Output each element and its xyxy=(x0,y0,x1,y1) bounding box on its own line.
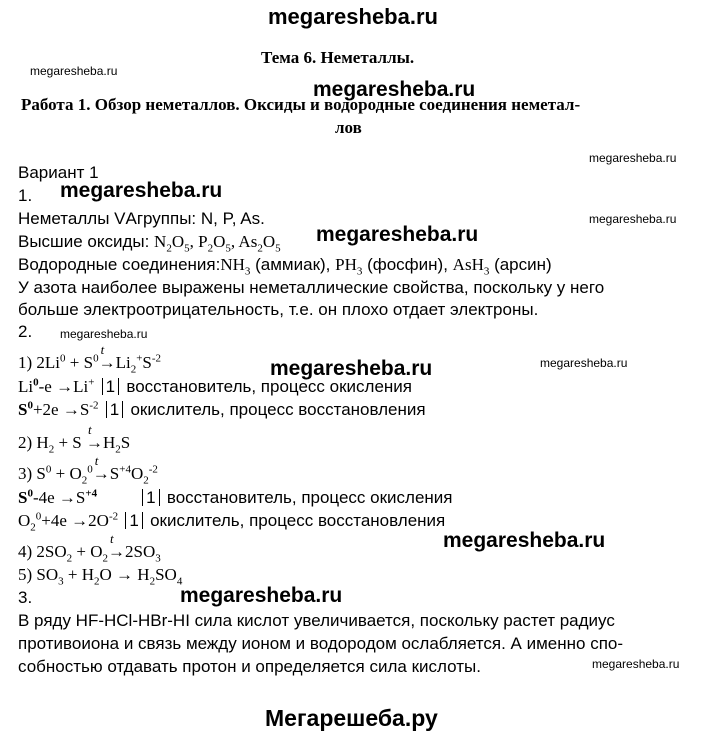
watermark-small: megaresheba.ru xyxy=(540,356,628,370)
q1-nonmetals: Неметаллы VАгруппы: N, P, As. xyxy=(18,209,265,228)
phosphine-label: (фосфин), xyxy=(362,255,453,274)
work-title-line1: Работа 1. Обзор неметаллов. Оксиды и водородные соединения немeтал- xyxy=(21,95,581,114)
watermark-top: megaresheba.ru xyxy=(268,4,438,29)
heat-symbol: t xyxy=(94,453,99,468)
watermark-big: megaresheba.ru xyxy=(180,584,343,607)
electron-coefficient: 1 xyxy=(109,400,120,419)
reducer-label: восстановитель, процесс окисления xyxy=(126,377,412,396)
q1-explanation-2: больше электроотрицательность, т.е. он плохо отдает электроны. xyxy=(18,300,539,319)
reaction-label: 5) xyxy=(18,565,37,584)
reaction-4: 4) $2SO_2 + O_2$ t $\to 2SO_3$ xyxy=(18,531,161,565)
q1-number: 1. xyxy=(18,186,33,205)
electron-coefficient: 1 xyxy=(129,511,139,530)
oxide-formulas: $N_2O_5$, $P_2O_5$, $As_2O_5$ xyxy=(154,232,281,255)
electron-coefficient: 1 xyxy=(105,377,116,396)
reaction-label: 2) xyxy=(18,433,37,452)
watermark-big: megaresheba.ru xyxy=(443,529,606,552)
q1-oxides xyxy=(18,232,281,255)
reaction-label: 4) xyxy=(18,542,37,561)
watermark-bottom: Мегарешеба.ру xyxy=(265,705,438,731)
q3-number: 3. xyxy=(18,588,33,607)
q3-explanation-1: В ряду HF-HCl-HBr-HI сила кислот увеличивается, поскольку растет радиус xyxy=(18,611,615,630)
variant-label: Вариант 1 xyxy=(18,163,99,182)
watermark-big: megaresheba.ru xyxy=(270,357,433,380)
reaction-2: 2) $H_2 + S$ t $\to H_2S$ xyxy=(18,422,131,456)
half-reaction-1-ox: $Li^0-e \to Li^+$ 1 восстановитель, процесс окисления xyxy=(18,376,412,396)
reaction-label: 1) xyxy=(18,353,37,372)
watermark-small: megaresheba.ru xyxy=(592,657,680,671)
watermark-small: megaresheba.ru xyxy=(589,212,677,226)
reducer-label: восстановитель, процесс окисления xyxy=(166,488,453,507)
q1-hydrides-label: Водородные соединения: xyxy=(18,255,221,274)
half-reaction-1-red: $S^0+2e \to S^{-2}$ 1 окислитель, процесс восстановления xyxy=(18,399,426,419)
reaction-label: 3) xyxy=(18,464,37,483)
reaction-5: 5) $SO_3 + H_2O \to H_2SO_4$ xyxy=(18,565,183,588)
watermark-small: megaresheba.ru xyxy=(589,151,677,165)
heat-symbol: t xyxy=(88,422,92,437)
watermark-small: megaresheba.ru xyxy=(60,327,148,341)
half-reaction-3-red: $O_2^0+4e \to 2O^{-2}$ 1 окислитель, процесс восстановления xyxy=(18,510,446,534)
q1-oxides-label: Высшие оксиды: xyxy=(18,232,155,251)
watermark-big: megaresheba.ru xyxy=(60,179,223,202)
work-title-line2: лов xyxy=(335,118,362,137)
electron-coefficient: 1 xyxy=(146,488,156,507)
q2-number: 2. xyxy=(18,322,33,341)
topic-title: Тема 6. Неметаллы. xyxy=(261,48,415,67)
oxidizer-label: окислитель, процесс восстановления xyxy=(130,400,426,419)
q1-hydrides: Водородные $соединения:NH_3$ (аммиак), $PH_3$ (фосфин), AsH$_3$ (арсин) xyxy=(18,255,552,278)
ammonia-label: (аммиак), xyxy=(250,255,336,274)
oxidizer-label: окислитель, процесс восстановления xyxy=(150,511,446,530)
watermark-big: megaresheba.ru xyxy=(316,223,479,246)
q1-explanation-1: У азота наиболее выражены неметаллические свойства, поскольку у него xyxy=(18,278,605,297)
watermark-big: megaresheba.ru xyxy=(313,78,476,101)
half-reaction-3-ox: $S^0-4e \to S^{+4}$ 1 восстановитель, процесс окисления xyxy=(18,487,453,507)
reaction-3: 3) $S^0 + O_2^0$ t $\to S^{+4}O_2^{-2}$ xyxy=(18,453,158,487)
heat-symbol: t xyxy=(110,531,114,546)
arsine-label: (арсин) xyxy=(489,255,552,274)
q3-explanation-2: противоиона и связь между ионом и водородом ослабляется. А именно спо- xyxy=(18,634,624,653)
watermark-small: megaresheba.ru xyxy=(30,64,118,78)
q3-explanation-3: собностью отдавать протон и определяется сила кислоты. xyxy=(18,657,481,676)
heat-symbol: t xyxy=(100,342,105,357)
reaction-1: 1) $2Li^0 + S^0$ t $\to Li_2^+S^{-2}$ xyxy=(18,342,162,376)
